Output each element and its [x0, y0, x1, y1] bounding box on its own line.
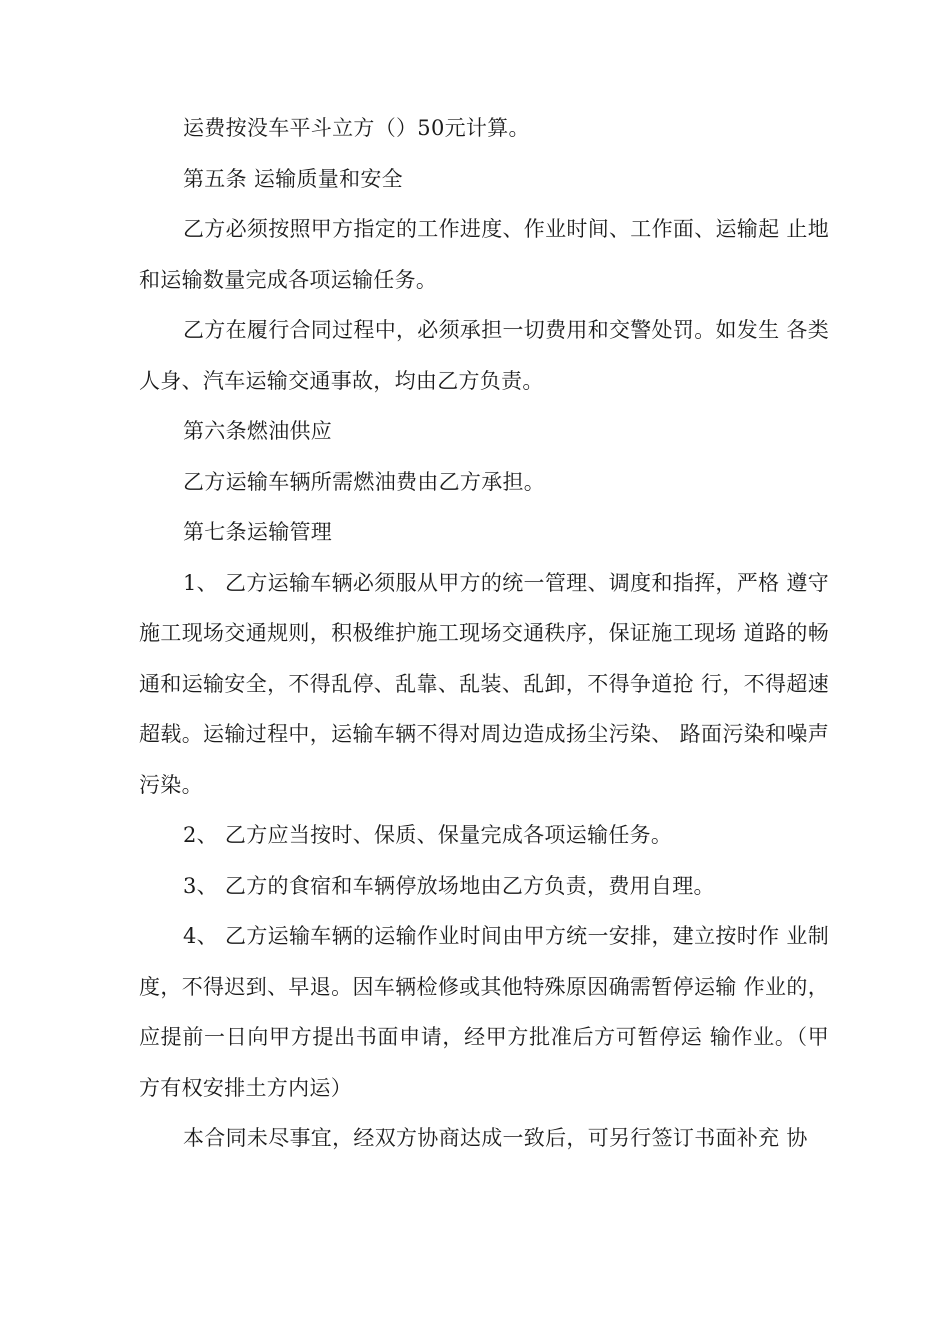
paragraph-supplementary: 本合同未尽事宜，经双方协商达成一致后，可另行签订书面补充 协 — [183, 1126, 808, 1150]
paragraph-item-2: 2、 乙方应当按时、保质、保量完成各项运输任务。 — [183, 823, 673, 847]
heading-article-6: 第六条燃油供应 — [183, 419, 333, 443]
document-body — [139, 103, 829, 1164]
heading-article-5: 第五条 运输质量和安全 — [183, 166, 403, 191]
paragraph-item-4: 4、 乙方运输车辆的运输作业时间由甲方统一安排，建立按时作 业制度，不得迟到、早退。因车辆检修或其他特殊原因确需暂停运输 作业的，应提前一日向甲方提出书面申请，经甲方批准后方可暂停运 输作业。（甲方有权安排土方内运） — [139, 924, 829, 1100]
paragraph-fuel-cost: 乙方运输车辆所需燃油费由乙方承担。 — [183, 469, 546, 494]
paragraph-freight-rate: 运费按没车平斗立方（）50元计算。 — [183, 116, 530, 140]
paragraph-transport-tasks: 乙方必须按照甲方指定的工作进度、作业时间、工作面、运输起 止地和运输数量完成各项运输任务。 — [139, 217, 829, 292]
paragraph-item-1: 1、 乙方运输车辆必须服从甲方的统一管理、调度和指挥，严格 遵守施工现场交通规则，积极维护施工现场交通秩序，保证施工现场 道路的畅通和运输安全，不得乱停、乱靠、乱装、乱卸，不得争道抢 行，不得超速超载。运输过程中，运输车辆不得对周边造成扬尘污染、 路面污染和噪声污染。 — [139, 570, 829, 797]
paragraph-item-3: 3、 乙方的食宿和车辆停放场地由乙方负责，费用自理。 — [183, 873, 715, 898]
paragraph-liability: 乙方在履行合同过程中，必须承担一切费用和交警处罚。如发生 各类人身、汽车运输交通事故，均由乙方负责。 — [139, 318, 829, 393]
heading-article-7: 第七条运输管理 — [183, 520, 333, 544]
